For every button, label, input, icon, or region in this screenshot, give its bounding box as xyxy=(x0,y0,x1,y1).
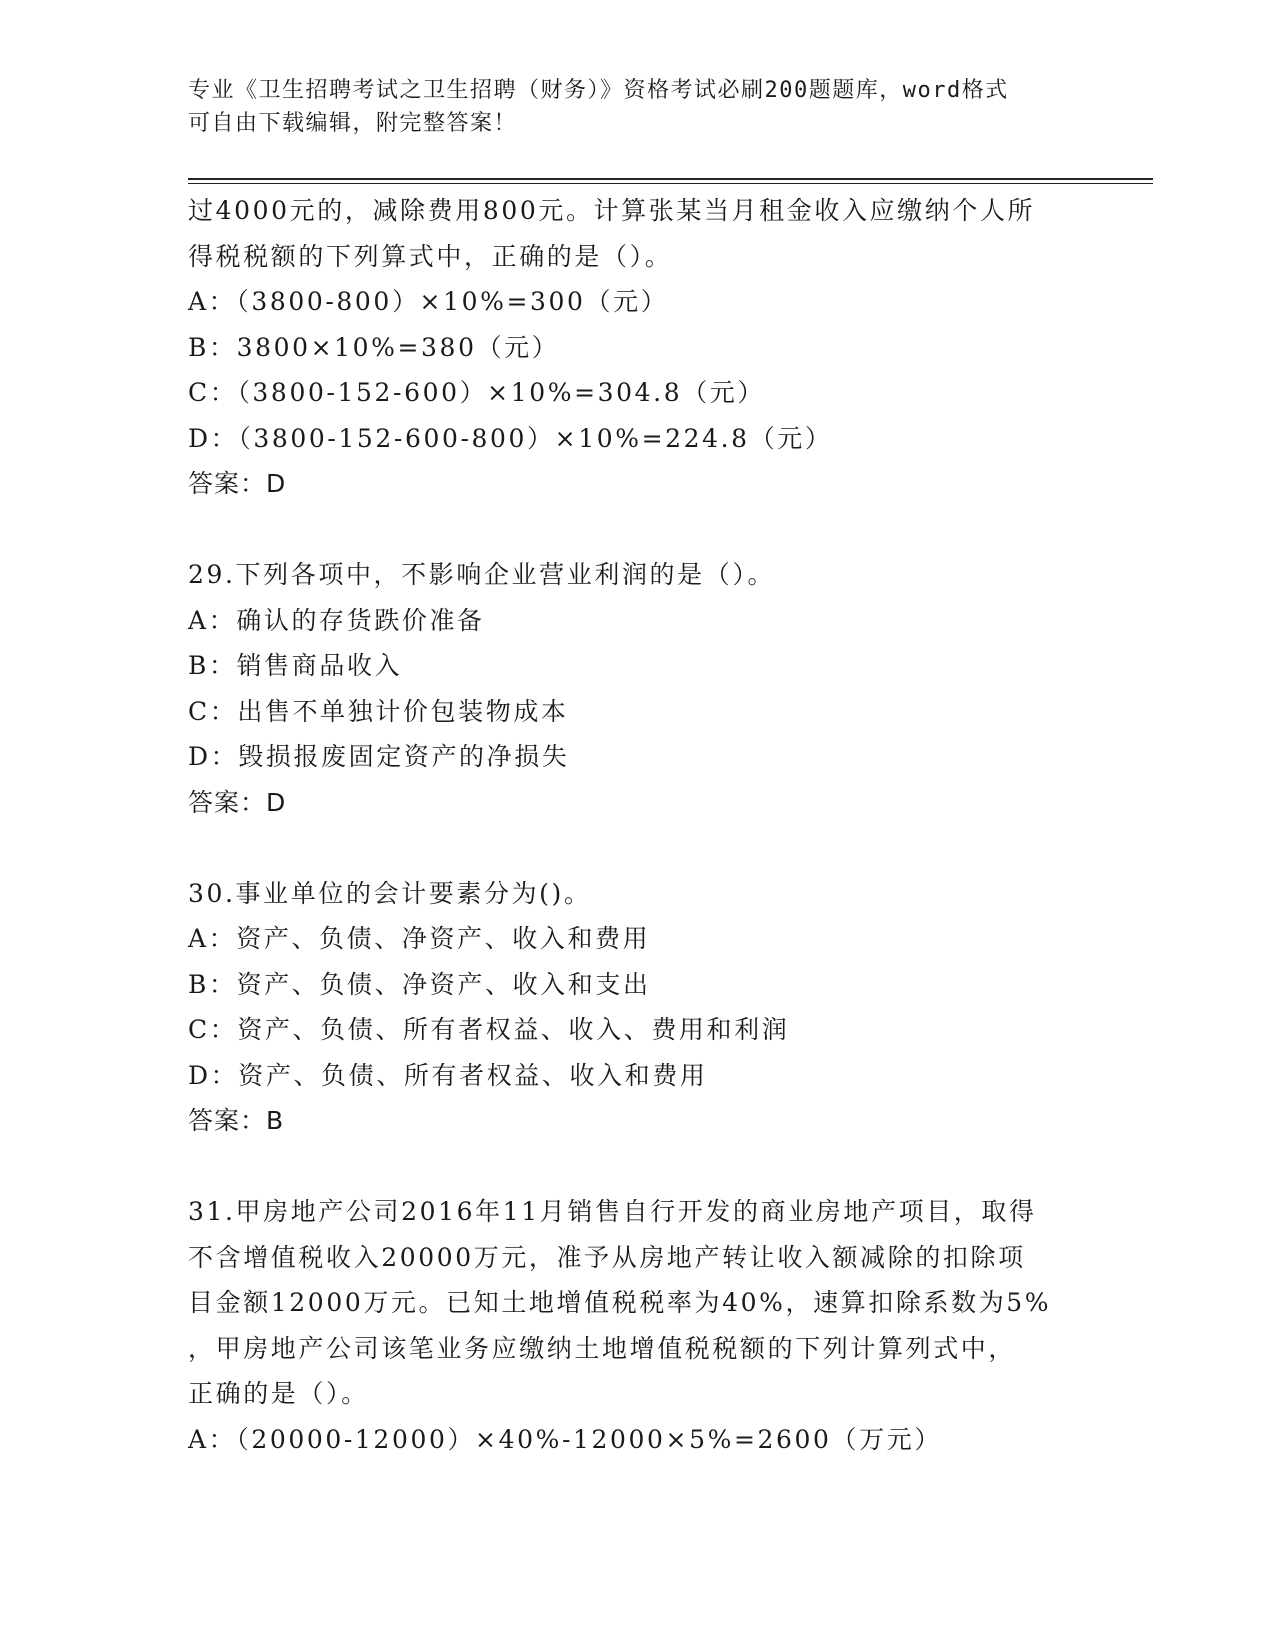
question-spacer xyxy=(188,507,1088,553)
option-b: B：销售商品收入 xyxy=(188,651,403,680)
question-stem-line: 不含增值税收入20000万元，准予从房地产转让收入额减除的扣除项 xyxy=(188,1242,1026,1272)
question-stem-line: ，甲房地产公司该笔业务应缴纳土地增值税税额的下列计算列式中， xyxy=(188,1333,1017,1363)
option-a: A：（3800-800）×10%=300（元） xyxy=(188,287,669,316)
question-29 xyxy=(188,552,1088,825)
question-spacer xyxy=(188,825,1088,871)
question-30 xyxy=(188,871,1088,1144)
question-stem-line: 正确的是（）。 xyxy=(188,1379,369,1408)
option-c: C：资产、负债、所有者权益、收入、费用和利润 xyxy=(188,1015,790,1044)
question-stem-line: 过4000元的，减除费用800元。计算张某当月租金收入应缴纳个人所 xyxy=(188,196,1036,225)
option-c: C：出售不单独计价包装物成本 xyxy=(188,696,569,726)
option-c: C：（3800-152-600）×10%=304.8（元） xyxy=(188,378,766,407)
option-a: A：（20000-12000）×40%-12000×5%=2600（万元） xyxy=(188,1424,942,1454)
question-28 xyxy=(188,188,1088,507)
header-title-line-2: 可自由下载编辑，附完整答案！ xyxy=(188,111,518,136)
answer: 答案：B xyxy=(188,1106,285,1135)
answer: 答案：D xyxy=(188,787,287,817)
option-b: B：3800×10%=380（元） xyxy=(188,332,560,362)
answer: 答案：D xyxy=(188,469,287,498)
option-d: D：毁损报废固定资产的净损失 xyxy=(188,742,570,771)
option-d: D：（3800-152-600-800）×10%=224.8（元） xyxy=(188,423,833,453)
header-title-line-1: 专业《卫生招聘考试之卫生招聘（财务）》资格考试必刷200题题库，word格式 xyxy=(188,78,1009,103)
document-body xyxy=(188,188,1088,1462)
question-stem-line: 31.甲房地产公司2016年11月销售自行开发的商业房地产项目，取得 xyxy=(188,1197,1037,1226)
question-stem-line: 得税税额的下列算式中，正确的是（）。 xyxy=(188,241,673,271)
option-d: D：资产、负债、所有者权益、收入和费用 xyxy=(188,1060,708,1090)
question-stem-line: 目金额12000万元。已知土地增值税税率为40%，速算扣除系数为5% xyxy=(188,1288,1052,1317)
document-header xyxy=(188,74,1068,140)
header-rule-thin xyxy=(188,183,1153,184)
question-stem: 29.下列各项中，不影响企业营业利润的是（）。 xyxy=(188,560,776,589)
question-31 xyxy=(188,1189,1088,1462)
option-a: A：资产、负债、净资产、收入和费用 xyxy=(188,924,651,953)
question-stem: 30.事业单位的会计要素分为()。 xyxy=(188,878,592,908)
option-b: B：资产、负债、净资产、收入和支出 xyxy=(188,969,651,999)
header-rule-thick xyxy=(188,178,1153,180)
option-a: A：确认的存货跌价准备 xyxy=(188,605,485,635)
question-spacer xyxy=(188,1144,1088,1190)
